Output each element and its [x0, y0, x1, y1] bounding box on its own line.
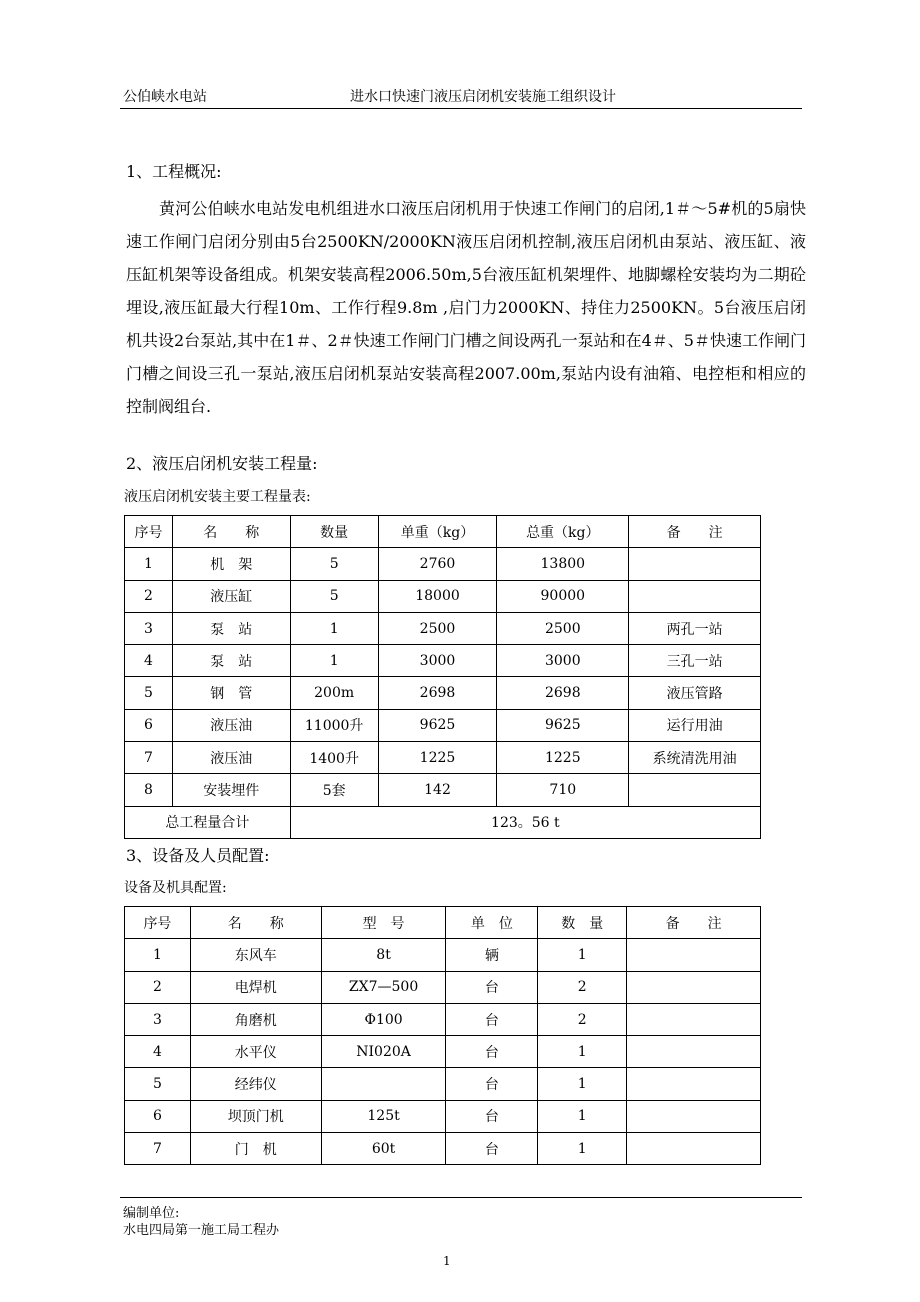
table-cell [321, 1068, 446, 1100]
table-cell: 台 [446, 971, 538, 1003]
table-row [125, 612, 761, 644]
table-cell [627, 1133, 761, 1165]
table-header-row [125, 516, 761, 548]
table-row [125, 971, 761, 1003]
table-cell: 60t [321, 1133, 446, 1165]
table-cell: 台 [446, 1068, 538, 1100]
section1-paragraph: 黄河公伯峡水电站发电机组进水口液压启闭机用于快速工作闸门的启闭,1＃～5#机的5扇快速工作闸门启闭分别由5台2500KN/2000KN液压启闭机控制,液压启闭机由泵站、液压缸、液压缸机架等设备组成。机架安装高程2006.50m,5台液压缸机架埋件、地脚螺栓安装均为二期砼埋设,液压缸最大行程10m、工作行程9.8m ,启门力2000KN、持住力2500KN。5台液压启闭机共设2台泵站,其中在1＃、2＃快速工作闸门门槽之间设两孔一泵站和在4＃、5＃快速工作闸门门槽之间设三孔一泵站,液压启闭机泵站安装高程2007.00m,泵站内设有油箱、电控柜和相应的控制阀组台. [126, 199, 806, 416]
section3-heading: 3、设备及人员配置: [126, 846, 270, 865]
table-cell: 液压油 [172, 709, 290, 741]
table-cell: 2500 [378, 612, 497, 644]
table-cell [629, 774, 761, 806]
table-header-cell: 数 量 [538, 907, 627, 939]
table-cell: 4 [125, 1036, 191, 1068]
table-cell: 11000升 [290, 709, 378, 741]
table-cell [627, 1036, 761, 1068]
table-cell: 运行用油 [629, 709, 761, 741]
table-cell: 台 [446, 1100, 538, 1132]
table-cell: 3 [125, 612, 173, 644]
table-header-cell: 型 号 [321, 907, 446, 939]
table-cell: 2 [538, 1003, 627, 1035]
table-cell: 1 [538, 1036, 627, 1068]
table-cell: 142 [378, 774, 497, 806]
table-header-cell: 总重（kg） [497, 516, 629, 548]
table-cell: 台 [446, 1003, 538, 1035]
header-divider [120, 108, 802, 109]
table-cell: 8 [125, 774, 173, 806]
table-row [125, 742, 761, 774]
table-cell: 90000 [497, 580, 629, 612]
table-cell: 1 [125, 939, 191, 971]
table-cell: 坝顶门机 [190, 1100, 321, 1132]
table-cell: 9625 [497, 709, 629, 741]
table-cell: 1 [125, 548, 173, 580]
footer-editor-unit: 水电四局第一施工局工程办 [123, 1223, 280, 1238]
table-cell: 辆 [446, 939, 538, 971]
table-cell: 1 [538, 939, 627, 971]
table-cell [629, 580, 761, 612]
table-cell: 1 [538, 1068, 627, 1100]
table-cell [627, 1100, 761, 1132]
table-cell [627, 971, 761, 1003]
table-cell: 液压油 [172, 742, 290, 774]
table-cell: 5套 [290, 774, 378, 806]
table-cell: 6 [125, 709, 173, 741]
table-cell: 电焊机 [190, 971, 321, 1003]
table-cell: 125t [321, 1100, 446, 1132]
table-cell: NI020A [321, 1036, 446, 1068]
table-cell: 1 [290, 612, 378, 644]
table-cell: 2 [125, 580, 173, 612]
table-cell: 3000 [378, 645, 497, 677]
table-row [125, 774, 761, 806]
table-header-cell: 数量 [290, 516, 378, 548]
table-cell: 泵 站 [172, 612, 290, 644]
equipment-table [124, 906, 761, 1165]
table-row [125, 939, 761, 971]
table-cell: 9625 [378, 709, 497, 741]
table-header-cell: 名 称 [172, 516, 290, 548]
table-cell: 机 架 [172, 548, 290, 580]
section1-heading: 1、工程概况: [126, 162, 222, 181]
header-document-title: 进水口快速门液压启闭机安装施工组织设计 [350, 89, 616, 105]
table-cell: 710 [497, 774, 629, 806]
table-row [125, 709, 761, 741]
table-cell: 2698 [497, 677, 629, 709]
table-cell: 角磨机 [190, 1003, 321, 1035]
table-cell: Φ100 [321, 1003, 446, 1035]
table-row [125, 548, 761, 580]
total-label: 总工程量合计 [125, 806, 291, 838]
table-cell: 门 机 [190, 1133, 321, 1165]
section3-table-caption: 设备及机具配置: [124, 880, 227, 896]
table-row [125, 580, 761, 612]
table-cell: 经纬仪 [190, 1068, 321, 1100]
table-row [125, 1133, 761, 1165]
table-cell: 200m [290, 677, 378, 709]
table-cell: 泵 站 [172, 645, 290, 677]
table-cell: 三孔一站 [629, 645, 761, 677]
table-cell: 液压管路 [629, 677, 761, 709]
table-cell: 液压缸 [172, 580, 290, 612]
table-cell: 5 [125, 677, 173, 709]
table-cell: 7 [125, 1133, 191, 1165]
table-cell [627, 939, 761, 971]
table-cell: 3000 [497, 645, 629, 677]
table-cell: 13800 [497, 548, 629, 580]
section2-heading: 2、液压启闭机安装工程量: [126, 454, 318, 473]
table-cell: 东风车 [190, 939, 321, 971]
table-cell: 5 [290, 580, 378, 612]
table-cell: 1400升 [290, 742, 378, 774]
table-cell: 2500 [497, 612, 629, 644]
quantity-table [124, 515, 761, 839]
table-cell: 3 [125, 1003, 191, 1035]
table-cell: 1225 [378, 742, 497, 774]
table-cell: 系统清洗用油 [629, 742, 761, 774]
table-cell: 台 [446, 1133, 538, 1165]
table-total-row [125, 806, 761, 838]
table-cell [629, 548, 761, 580]
table-row [125, 1068, 761, 1100]
table-row [125, 645, 761, 677]
table-cell: 8t [321, 939, 446, 971]
table-cell: 7 [125, 742, 173, 774]
table-row [125, 1036, 761, 1068]
table-cell: 2 [125, 971, 191, 1003]
table-cell: 6 [125, 1100, 191, 1132]
table-header-cell: 序号 [125, 907, 191, 939]
table-cell: ZX7—500 [321, 971, 446, 1003]
table-cell: 水平仪 [190, 1036, 321, 1068]
table-cell: 4 [125, 645, 173, 677]
table-cell: 1 [290, 645, 378, 677]
total-value: 123。56 t [290, 806, 760, 838]
table-header-row [125, 907, 761, 939]
section2-table-caption: 液压启闭机安装主要工程量表: [124, 489, 311, 505]
table-cell [627, 1003, 761, 1035]
table-cell: 1 [538, 1133, 627, 1165]
table-header-cell: 备 注 [627, 907, 761, 939]
table-cell: 1 [538, 1100, 627, 1132]
table-cell: 两孔一站 [629, 612, 761, 644]
table-cell: 5 [290, 548, 378, 580]
table-cell: 2760 [378, 548, 497, 580]
table-header-cell: 序号 [125, 516, 173, 548]
table-cell: 1225 [497, 742, 629, 774]
table-header-cell: 备 注 [629, 516, 761, 548]
table-row [125, 1100, 761, 1132]
table-cell: 2698 [378, 677, 497, 709]
table-row [125, 677, 761, 709]
table-header-cell: 单 位 [446, 907, 538, 939]
page-number: 1 [443, 1254, 451, 1268]
table-cell: 2 [538, 971, 627, 1003]
table-row [125, 1003, 761, 1035]
table-cell: 5 [125, 1068, 191, 1100]
footer-divider [120, 1197, 802, 1198]
table-cell: 18000 [378, 580, 497, 612]
footer-editor-label: 编制单位: [123, 1206, 180, 1221]
table-header-cell: 名 称 [190, 907, 321, 939]
table-header-cell: 单重（kg） [378, 516, 497, 548]
table-cell: 钢 管 [172, 677, 290, 709]
table-cell: 台 [446, 1036, 538, 1068]
table-cell [627, 1068, 761, 1100]
header-left-title: 公伯峡水电站 [123, 89, 207, 105]
table-cell: 安装埋件 [172, 774, 290, 806]
